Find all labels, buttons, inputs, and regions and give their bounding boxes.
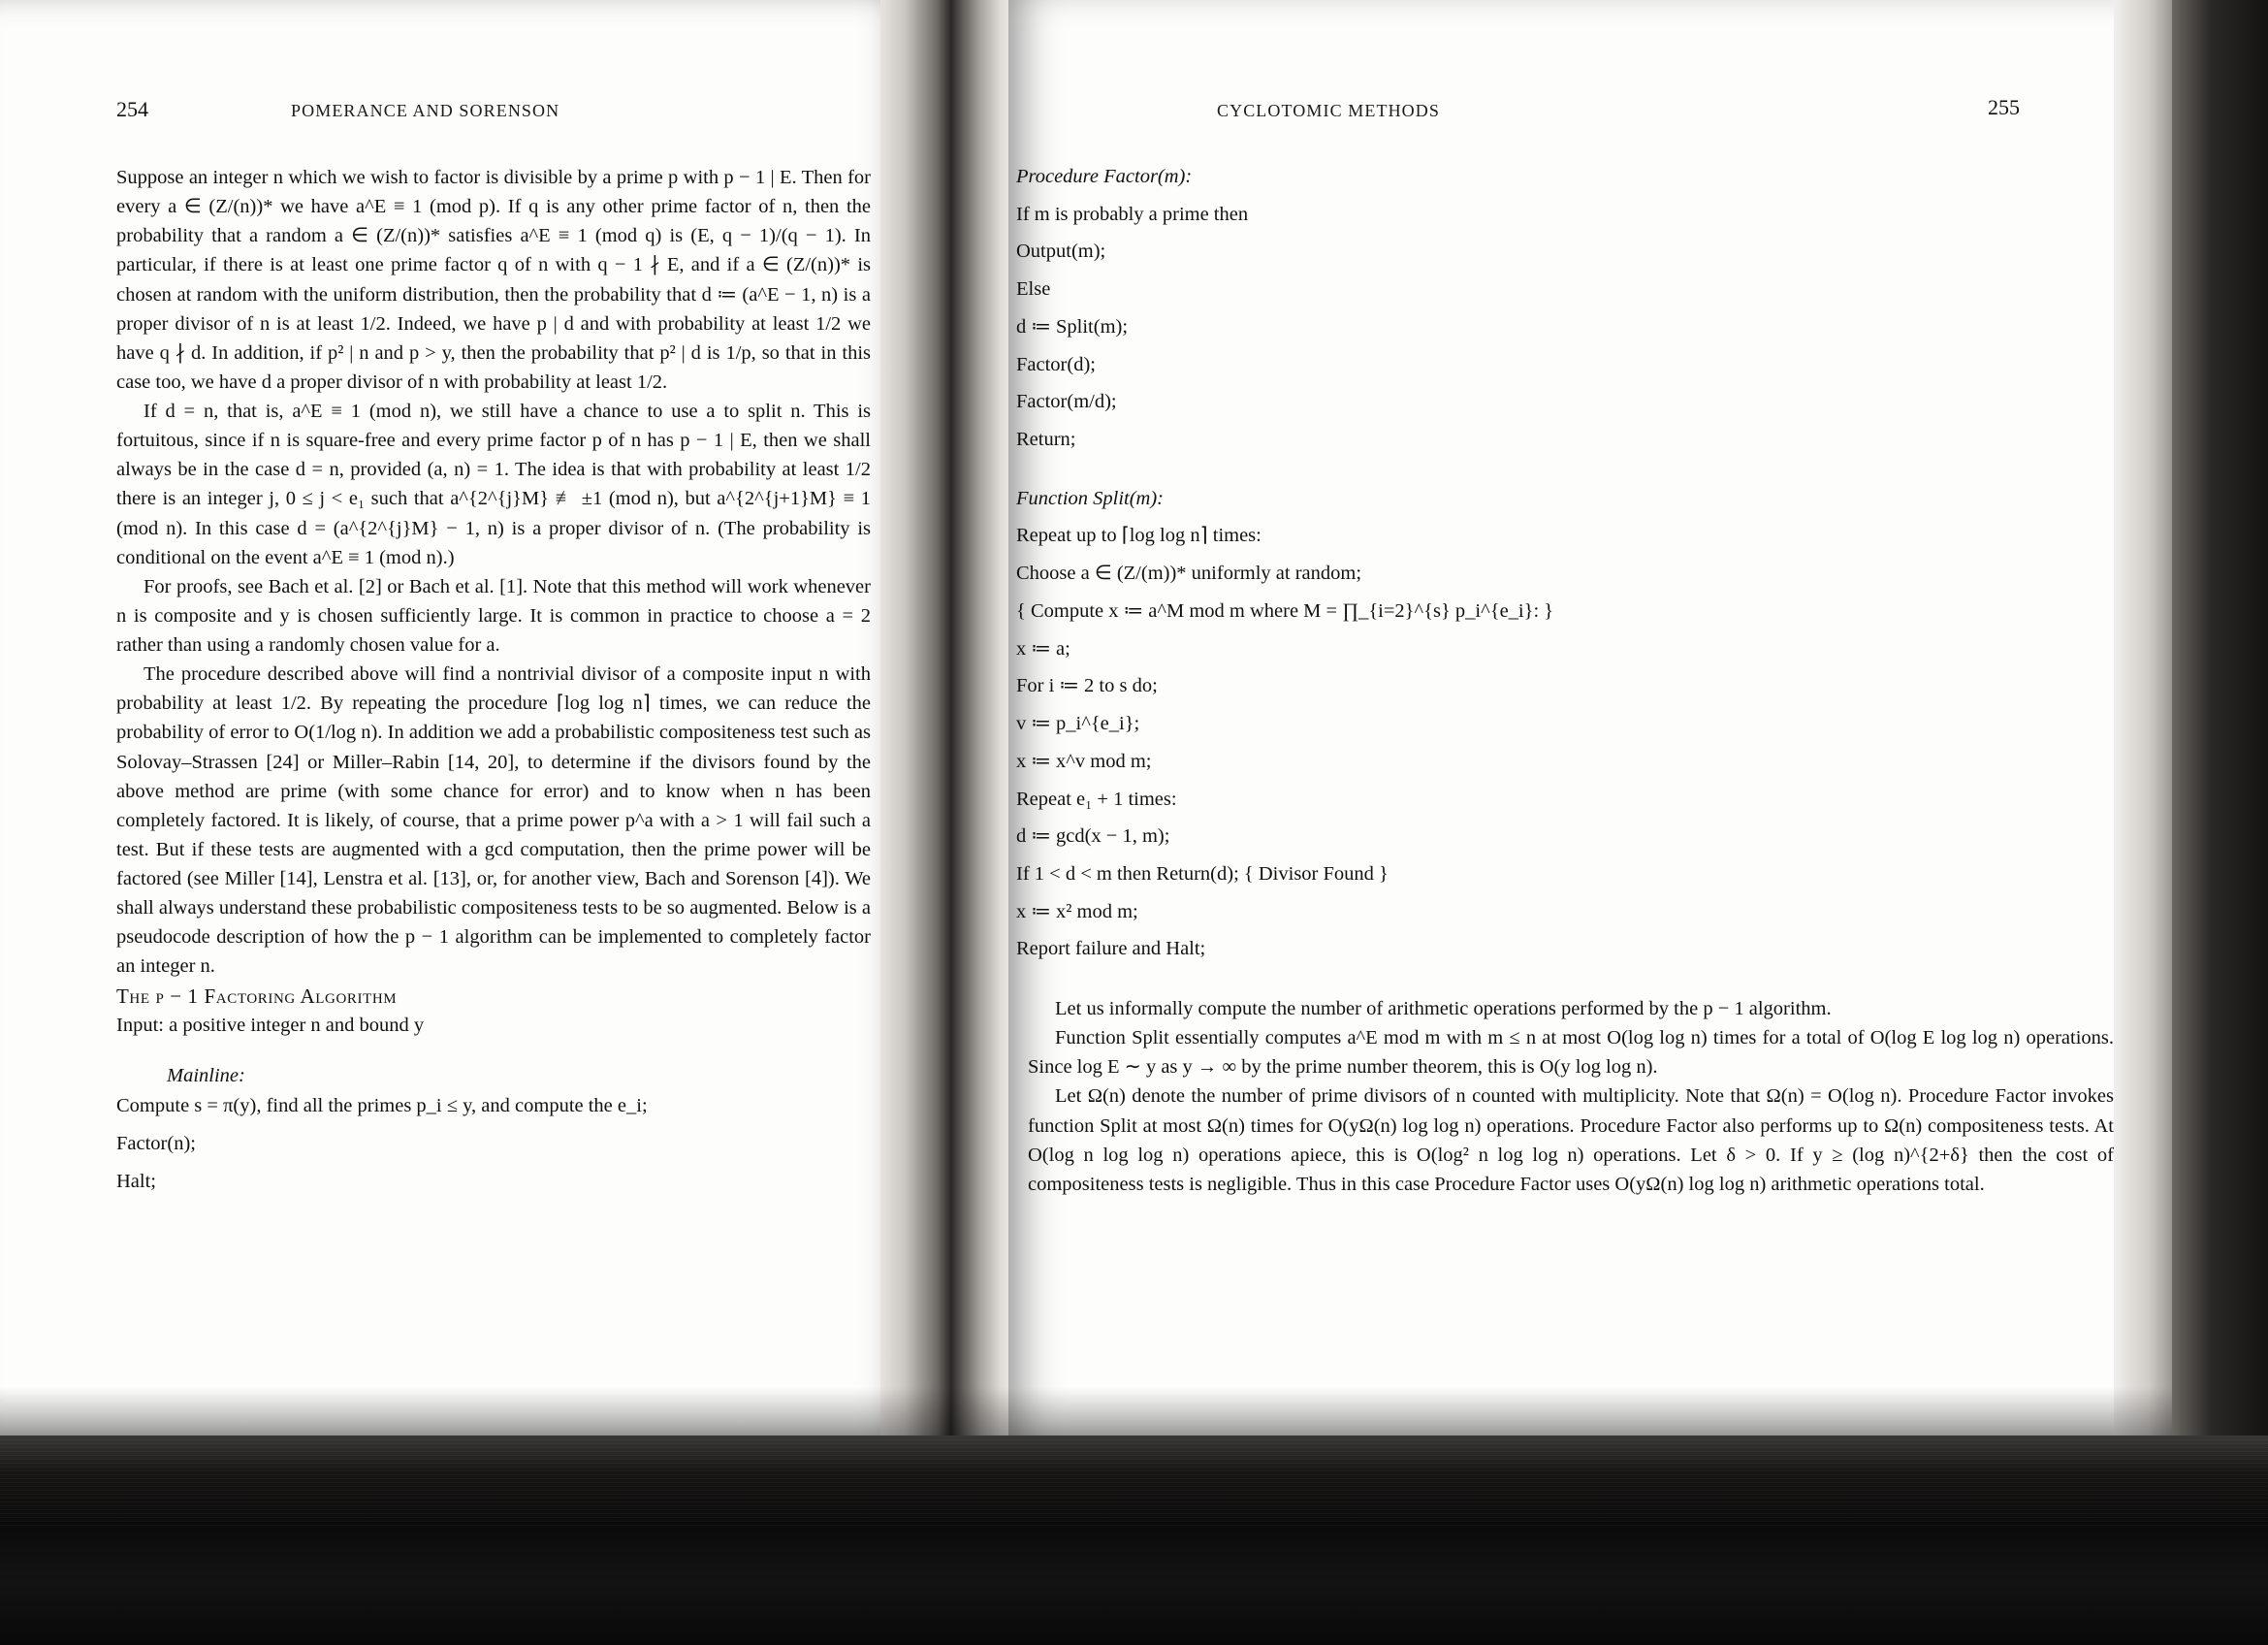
mainline-step: Compute s = π(y), find all the primes p_i ≤ y, and compute the e_i; [116,1094,648,1116]
page-outer-edge [2114,0,2172,1435]
left-running-head: POMERANCE AND SORENSON [291,101,560,120]
function-split-header: Function Split(m): [1016,487,1165,509]
mainline-label: Mainline: [167,1065,245,1087]
procedure-line: Return; [1016,429,1076,451]
split-line: If 1 < d < m then Return(d); { Divisor Found } [1016,862,1389,885]
paragraph: Let us informally compute the number of arithmetic operations performed by the p − 1 algorithm. [1055,998,1832,1020]
left-page [0,0,910,1435]
procedure-factor-header: Procedure Factor(m): [1016,166,1193,187]
split-line: d ≔ gcd(x − 1, m); [1016,825,1170,848]
background-dark-right [2172,0,2268,1645]
procedure-line: d ≔ Split(m); [1016,315,1129,338]
right-page-prose [1016,994,2114,1199]
split-line: Choose a ∈ (Z/(m))* uniformly at random; [1016,563,1362,585]
mainline-step: Halt; [116,1170,156,1192]
procedure-line: Factor(m/d); [1016,391,1117,413]
left-page-body [116,163,871,1205]
procedure-factor-block [1016,163,2112,455]
procedure-line: Factor(d); [1016,353,1096,375]
split-line: v ≔ p_i^{e_i}; [1016,713,1140,735]
paragraph: For proofs, see Bach et al. [2] or Bach et al. [1]. Note that this method will work whenever n is composite and y is chosen sufficiently large. It is common in practice to choose a = 2 rather than using a randomly chosen value for a. [116,575,871,656]
split-line: Repeat e₁ + 1 times: [1016,788,1177,810]
split-line: For i ≔ 2 to s do; [1016,675,1158,697]
function-split-block [1016,485,2112,964]
right-page-body [1016,163,2112,1199]
paragraph: Function Split essentially computes a^E mod m with m ≤ n at most O(log log n) times for a total of O(log E log log n) operations. Since log E ∼ y as y → ∞ by the prime number theorem, this is O(y log log n). [1028,1027,2114,1079]
split-line: Report failure and Halt; [1016,938,1206,960]
paragraph: Let Ω(n) denote the number of prime divisors of n counted with multiplicity. Note that Ω(n) = O(log n). Procedure Factor invokes function Split at most Ω(n) times for O(yΩ(n) log log n) operations. Procedure Factor also performs up to Ω(n) compositeness tests. At O(log n log log n) operations apiece, this is O(log² n log log n) operations. Let δ > 0. If y ≥ (log n)^{2+δ} then the cost of compositeness tests is negligible. Thus in this case Procedure Factor uses O(yΩ(n) log log n) arithmetic operations total. [1028,1085,2114,1195]
page-bottom-shading [0,1387,2211,1435]
split-line: x ≔ a; [1016,637,1070,660]
algorithm-title: The p − 1 Factoring Algorithm [116,984,398,1008]
scan-streaks [0,1439,2268,1527]
book-gutter [880,0,1016,1435]
right-running-head: CYCLOTOMIC METHODS [1217,101,1440,120]
split-line: Repeat up to ⌈log log n⌉ times: [1016,525,1262,547]
paragraph: If d = n, that is, a^E ≡ 1 (mod n), we still have a chance to use a to split n. This is fortuitous, since if n is square-free and every prime factor p of n has p − 1 | E, then we shall always be in the case d = n, provided (a, n) = 1. The idea is that with probability at least 1/2 there is an integer j, 0 ≤ j < e₁ such that a^{2^{j}M} ≢ ±1 (mod n), but a^{2^{j+1}M} ≡ 1 (mod n). In this case d = (a^{2^{j}M} − 1, n) is a proper divisor of n. (The probability is conditional on the event a^E ≡ 1 (mod n).) [116,401,871,568]
algorithm-input-line: Input: a positive integer n and bound y [116,1015,425,1037]
left-page-folio: 254 [116,97,148,121]
split-line: x ≔ x² mod m; [1016,900,1138,922]
split-line: x ≔ x^v mod m; [1016,750,1152,772]
right-page-folio: 255 [1988,95,2020,119]
procedure-line: Else [1016,278,1051,301]
procedure-line: Output(m); [1016,241,1106,263]
paragraph: Suppose an integer n which we wish to factor is divisible by a prime p with p − 1 | E. Then for every a ∈ (Z/(n))* we have a^E ≡ 1 (mod p). If q is any other prime factor of n, then the probability that a random a ∈ (Z/(n))* satisfies a^E ≡ 1 (mod q) is (E, q − 1)/(q − 1). In particular, if there is at least one prime factor q of n with q − 1 ∤ E, and if a ∈ (Z/(n))* is chosen at random with the uniform distribution, then the probability that d ≔ (a^E − 1, n) is a proper divisor of n is at least 1/2. Indeed, we have p | d and with probability at least 1/2 we have q ∤ d. In addition, if p² | n and p > y, then the probability that p² | d is 1/p, so that in this case too, we have d a proper divisor of n with probability at least 1/2. [116,167,871,393]
paragraph: The procedure described above will find a nontrivial divisor of a composite input n with probability at least 1/2. By repeating the procedure ⌈log log n⌉ times, we can reduce the probability of error to O(1/log n). In addition we add a probabilistic compositeness test such as Solovay–Strassen [24] or Miller–Rabin [14, 20], to determine if the divisors found by the above method are prime (with some chance for error) and to know when n has been completely factored. It is likely, of course, that a prime power p^a with a > 1 will fail such a test. But if these tests are augmented with a gcd computation, then the prime power will be factored (see Miller [14], Lenstra et al. [13], or, for another view, Bach and Sorenson [4]). We shall always understand these probabilistic compositeness tests to be so augmented. Below is a pseudocode description of how the p − 1 algorithm can be implemented to completely factor an integer n. [116,663,871,978]
right-page [1008,0,2211,1435]
mainline-step: Factor(n); [116,1132,196,1154]
split-line: { Compute x ≔ a^M mod m where M = ∏_{i=2}^{s} p_i^{e_i}: } [1016,599,1554,622]
procedure-line: If m is probably a prime then [1016,203,1249,225]
